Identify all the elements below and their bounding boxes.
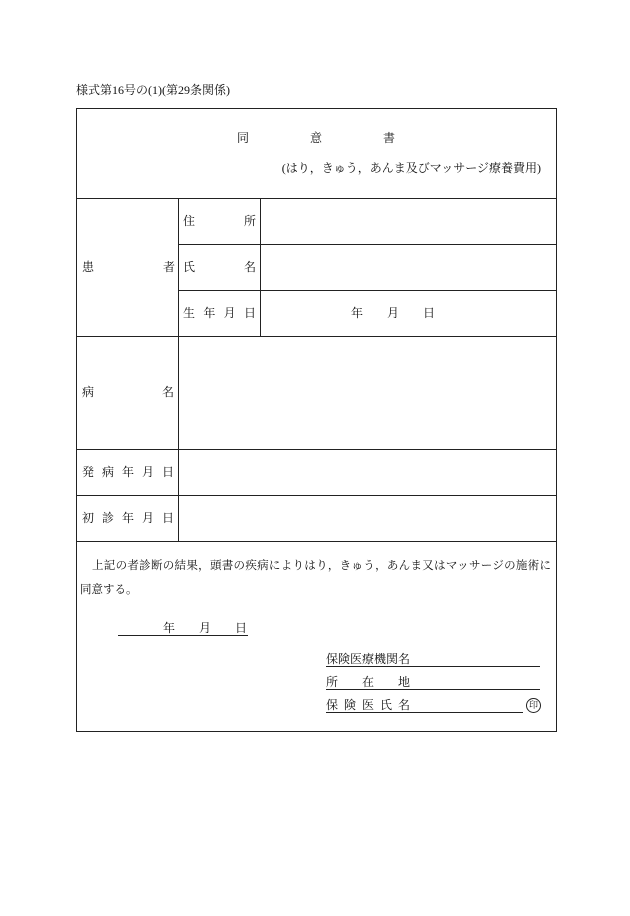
consent-date-underline [118,635,248,636]
date-unit-day: 日 [422,306,435,320]
form-number: 様式第16号の(1)(第29条関係) [76,83,230,97]
label-char: 地 [397,675,410,689]
form-title [237,131,395,145]
consent-date-units [163,621,247,635]
label-char: 保 [326,698,339,712]
rule-below-address [178,244,557,245]
label-char: 年 [121,511,134,525]
location-label [326,675,410,689]
rule-label-column [178,198,179,541]
rule-below-first-visit [76,541,557,542]
rule-below-onset [76,495,557,496]
label-char: 患 [82,260,95,274]
label-char: 病 [82,385,95,399]
label-char: 年 [121,465,134,479]
label-char: 日 [161,465,174,479]
label-char: 名 [397,698,410,712]
consent-statement-line-2: 同意する。 [80,584,138,596]
form-subtitle: (はり，きゅう，あんま及びマッサージ療養費用) [281,161,541,175]
label-char: 医 [361,698,374,712]
doctor-name-underline [326,712,523,713]
birthdate-label [183,306,256,320]
label-char: 日 [161,511,174,525]
label-char: 診 [101,511,114,525]
consent-statement-line-1: 上記の者診断の結果，頭書の疾病によりはり，きゅう，あんま又はマッサージの施術に [92,560,551,572]
rule-below-patient [76,336,557,337]
label-char: 所 [243,214,256,228]
rule-below-disease [76,449,557,450]
label-char: 氏 [379,698,392,712]
date-unit-year: 年 [351,306,364,320]
form-table-frame [76,108,557,732]
disease-label [82,385,174,399]
onset-date-label [82,465,174,479]
label-char: 病 [101,465,114,479]
label-char: 所 [326,675,339,689]
date-unit-month: 月 [386,306,399,320]
rule-below-name [178,290,557,291]
rule-below-title [76,198,557,199]
date-unit-month: 月 [198,621,211,635]
title-char: 同 [237,131,250,145]
seal-mark-icon: 印 [526,698,541,713]
label-char: 住 [183,214,196,228]
patient-label [82,260,175,274]
label-char: 名 [243,260,256,274]
label-char: 月 [141,511,154,525]
label-char: 生 [183,306,196,320]
label-char: 月 [141,465,154,479]
first-visit-date-label [82,511,174,525]
address-label [183,214,256,228]
label-char: 名 [161,385,174,399]
institution-underline [326,666,540,667]
institution-label: 保険医療機関名 [326,652,411,666]
label-char: 日 [243,306,256,320]
name-label [183,260,256,274]
label-char: 在 [361,675,374,689]
label-char: 月 [223,306,236,320]
label-char: 者 [162,260,175,274]
title-char: 意 [309,131,322,145]
location-underline [326,689,540,690]
label-char: 氏 [183,260,196,274]
label-char: 険 [343,698,356,712]
label-char: 初 [82,511,95,525]
doctor-name-label [326,698,410,712]
date-unit-year: 年 [163,621,176,635]
birthdate-units [351,306,435,320]
date-unit-day: 日 [234,621,247,635]
title-char: 書 [382,131,395,145]
label-char: 年 [203,306,216,320]
rule-sublabel-column [260,198,261,336]
label-char: 発 [82,465,95,479]
